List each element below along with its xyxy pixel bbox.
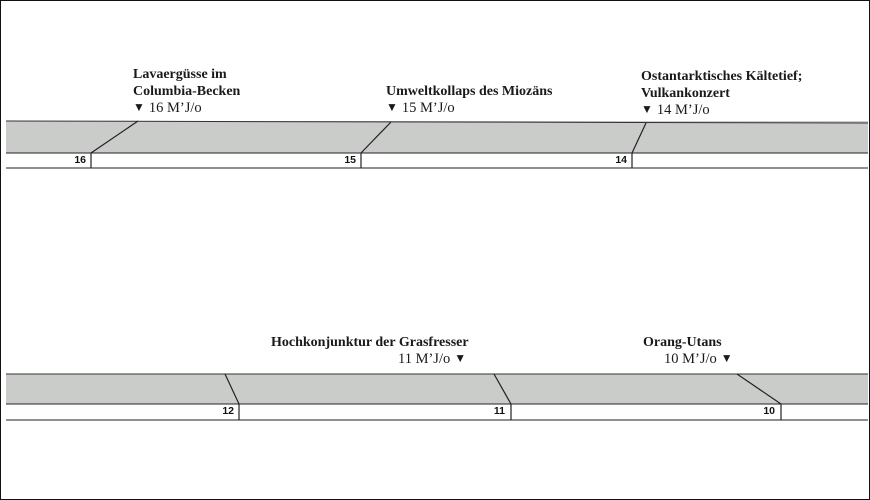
marker-down-icon: ▼ [720,351,733,365]
age-value: 16 M’J/o [148,100,202,116]
age-value: 11 M’J/o [398,351,451,367]
event-title-grasfresser: Hochkonjunktur der Grasfresser [271,335,469,350]
event-title-columbia-line1: Lavaergüsse im [133,67,227,82]
tick-label-15: 15 [344,154,356,166]
event-title-miozaen: Umweltkollaps des Miozäns [386,84,553,99]
marker-down-icon: ▼ [454,351,467,365]
bottom-band-shaded-strip [6,374,868,404]
marker-down-icon: ▼ [133,100,145,114]
tick-label-11: 11 [493,405,505,417]
event-age-orang-utans [664,351,733,368]
tick-label-14: 14 [615,154,627,166]
event-age-miozaen [386,100,455,117]
event-age-grasfresser [398,351,466,368]
event-age-antarktis [641,102,710,119]
event-age-columbia [133,100,202,117]
event-title-antarktis-line1: Ostantarktisches Kältetief; [641,69,803,84]
event-title-orang-utans: Orang-Utans [643,335,722,350]
age-value: 10 M’J/o [664,351,717,367]
top-band-shaded-strip [6,121,868,153]
tick-label-10: 10 [763,405,775,417]
event-title-antarktis-line2: Vulkankonzert [641,86,730,101]
tick-label-12: 12 [222,405,234,417]
age-value: 15 M’J/o [401,100,455,116]
marker-down-icon: ▼ [386,100,398,114]
tick-label-16: 16 [74,154,86,166]
marker-down-icon: ▼ [641,102,653,116]
age-value: 14 M’J/o [656,102,710,118]
event-title-columbia-line2: Columbia-Becken [133,84,241,99]
